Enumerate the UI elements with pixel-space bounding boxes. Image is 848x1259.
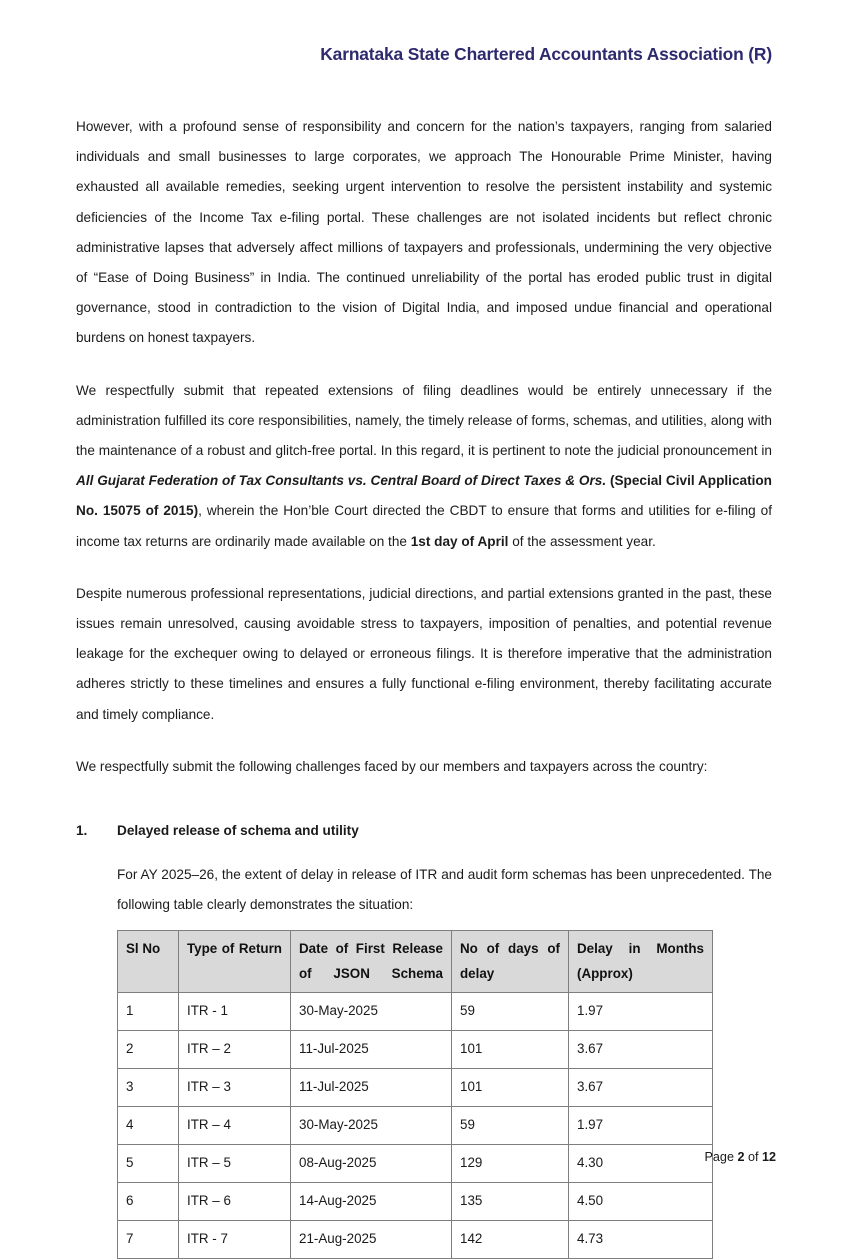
organization-title: Karnataka State Chartered Accountants Association (R): [320, 44, 772, 64]
cell-type: ITR – 3: [179, 1069, 291, 1107]
section-1-intro-text: For AY 2025–26, the extent of delay in release of ITR and audit form schemas has been unprecedented. The following table clearly demonstrates the situation:: [117, 867, 772, 913]
footer-page-prefix: Page: [704, 1150, 738, 1164]
cell-days-delay: 59: [452, 1107, 569, 1145]
cell-type: ITR - 7: [179, 1221, 291, 1259]
cell-days-delay: 129: [452, 1145, 569, 1183]
table-row: [118, 1183, 713, 1221]
numbered-item-1-number: 1.: [76, 823, 88, 839]
cell-months-delay: 3.67: [569, 1031, 713, 1069]
column-header-no-of-days-of-delay: No of days of delay: [452, 931, 569, 993]
cell-type: ITR – 2: [179, 1031, 291, 1069]
cell-type: ITR – 6: [179, 1183, 291, 1221]
paragraph-judicial-part-3: of the assessment year.: [508, 533, 656, 549]
cell-days-delay: 59: [452, 993, 569, 1031]
cell-days-delay: 142: [452, 1221, 569, 1259]
cell-release-date: 11-Jul-2025: [291, 1031, 452, 1069]
cell-months-delay: 4.30: [569, 1145, 713, 1183]
cell-months-delay: 3.67: [569, 1069, 713, 1107]
cell-months-delay: 1.97: [569, 993, 713, 1031]
cell-sl-no: 4: [118, 1107, 179, 1145]
footer-page-middle: of: [744, 1150, 762, 1164]
case-name-emphasis: All Gujarat Federation of Tax Consultants vs. Central Board of Direct Taxes & Ors.: [76, 473, 607, 489]
cell-months-delay: 4.50: [569, 1183, 713, 1221]
cell-type: ITR – 4: [179, 1107, 291, 1145]
cell-sl-no: 6: [118, 1183, 179, 1221]
column-header-type-of-return: Type of Return: [179, 931, 291, 993]
paragraph-judicial-part-2: , wherein the Hon’ble Court directed the CBDT to ensure that forms and utilities for e-filing of income tax returns are ordinarily made available on the: [76, 503, 772, 549]
cell-months-delay: 1.97: [569, 1107, 713, 1145]
cell-type: ITR - 1: [179, 993, 291, 1031]
paragraph-judicial-pronouncement: [76, 376, 772, 557]
table-row: [118, 1107, 713, 1145]
cell-days-delay: 101: [452, 1031, 569, 1069]
document-header: [0, 44, 848, 65]
date-emphasis: 1st day of April: [410, 533, 509, 549]
column-header-sl-no: Sl No: [118, 931, 179, 993]
table-row: [118, 1069, 713, 1107]
cell-type: ITR – 5: [179, 1145, 291, 1183]
cell-release-date: 11-Jul-2025: [291, 1069, 452, 1107]
cell-days-delay: 135: [452, 1183, 569, 1221]
table-row: [118, 1031, 713, 1069]
cell-sl-no: 3: [118, 1069, 179, 1107]
cell-release-date: 21-Aug-2025: [291, 1221, 452, 1259]
column-header-delay-in-months: Delay in Months (Approx): [569, 931, 713, 993]
cell-release-date: 30-May-2025: [291, 1107, 452, 1145]
paragraph-challenges-lead-in: We respectfully submit the following challenges faced by our members and taxpayers across the country:: [76, 758, 708, 774]
cell-days-delay: 101: [452, 1069, 569, 1107]
footer-current-page: 2: [737, 1150, 745, 1164]
cell-release-date: 08-Aug-2025: [291, 1145, 452, 1183]
numbered-item-1-title: Delayed release of schema and utility: [117, 823, 359, 839]
cell-months-delay: 4.73: [569, 1221, 713, 1259]
page-footer: [0, 1150, 848, 1164]
cell-sl-no: 2: [118, 1031, 179, 1069]
cell-sl-no: 5: [118, 1145, 179, 1183]
paragraph-intro: However, with a profound sense of responsibility and concern for the nation’s taxpayers, ranging from salaried individuals and small businesses to large corporates, we approach The Honourable Prime Minister, having exhausted all available remedies, seeking urgent intervention to resolve the persistent instability and systemic deficiencies of the Income Tax e-filing portal. These challenges are not isolated incidents but reflect chronic administrative lapses that adversely affect millions of taxpayers and professionals, undermining the very objective of “Ease of Doing Business” in India. The continued unreliability of the portal has eroded public trust in digital governance, stood in contradiction to the vision of Digital India, and imposed undue financial and operational burdens on honest taxpayers.: [76, 119, 772, 346]
numbered-item-1: [76, 816, 772, 846]
table-row: [118, 993, 713, 1031]
column-header-date-of-first-release: Date of First Release of JSON Schema: [291, 931, 452, 993]
paragraph-unresolved-issues: Despite numerous professional representations, judicial directions, and partial extensions granted in the past, these issues remain unresolved, causing avoidable stress to taxpayers, imposition of penalties, and potential revenue leakage for the exchequer owing to delayed or erroneous filings. It is therefore imperative that the administration adheres strictly to these timelines and ensures a fully functional e-filing environment, thereby facilitating accurate and timely compliance.: [76, 585, 772, 722]
document-body: [76, 112, 772, 1259]
cell-release-date: 30-May-2025: [291, 993, 452, 1031]
schema-delay-table: [117, 930, 713, 1259]
cell-release-date: 14-Aug-2025: [291, 1183, 452, 1221]
paragraph-judicial-part-1: We respectfully submit that repeated extensions of filing deadlines would be entirely unnecessary if the administration fulfilled its core responsibilities, namely, the timely release of forms, schemas, and utilities, along with the maintenance of a robust and glitch-free portal. In this regard, it is pertinent to note the judicial pronouncement in: [76, 382, 772, 459]
case-citation-emphasis: (Special Civil Application No. 15075 of 2015): [76, 473, 772, 519]
table-header-row: [118, 931, 713, 993]
cell-sl-no: 1: [118, 993, 179, 1031]
footer-total-pages: 12: [761, 1150, 776, 1164]
cell-sl-no: 7: [118, 1221, 179, 1259]
table-row: [118, 1221, 713, 1259]
section-1-content: [117, 860, 772, 1259]
